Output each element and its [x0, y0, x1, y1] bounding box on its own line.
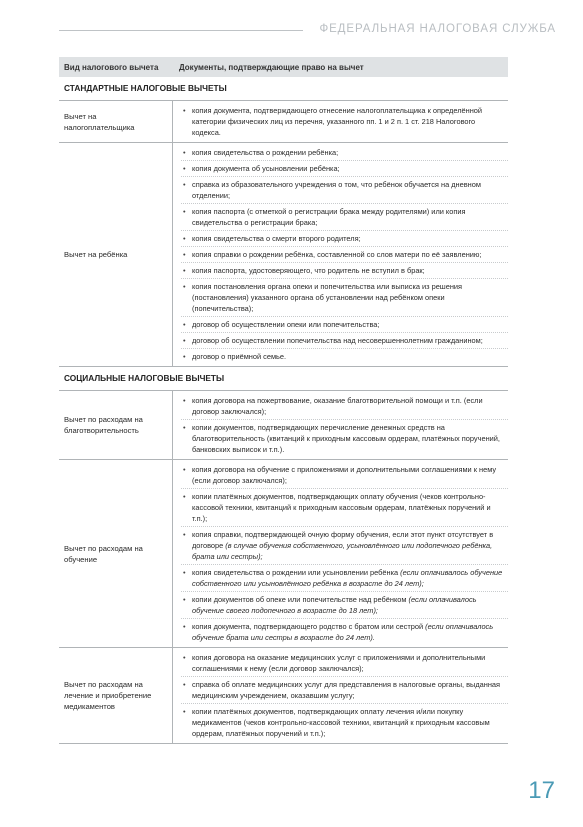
list-item — [181, 619, 508, 645]
list-item: • копия паспорта (с отметкой о регистрации брака между родителями) или копия свидетельства о регистрации брака; — [181, 204, 508, 231]
table-row — [59, 648, 508, 744]
item-text: копия документа, подтверждающего родство с братом или сестрой — [192, 622, 426, 631]
table-row — [59, 391, 508, 460]
table-row — [59, 101, 508, 143]
item-text: копии платёжных документов, подтверждающих оплату обучения (чеков контрольно-кассовой техники, квитанций к приходным кассовым ордерам, платёжных поручений и т.п.); — [192, 492, 491, 523]
item-text: копия договора на обучение с приложениями и дополнительными соглашениями к нему (если договор заключался); — [192, 465, 497, 485]
documents-cell — [173, 648, 508, 743]
deductions-table — [59, 57, 508, 744]
table-row — [59, 460, 508, 648]
table-header — [59, 57, 508, 77]
list-item — [181, 565, 508, 592]
item-note: (в случае обучения собственного, усыновлённого или подопечного ребёнка, брата или сестры); — [192, 541, 493, 561]
list-item: • копия свидетельства о рождении ребёнка; — [181, 145, 508, 161]
deduction-type-cell: Вычет на налогоплательщика — [59, 101, 173, 142]
list-item: • копия документа об усыновлении ребёнка; — [181, 161, 508, 177]
section-title-standard: СТАНДАРТНЫЕ НАЛОГОВЫЕ ВЫЧЕТЫ — [59, 77, 508, 101]
list-item: • договор об осуществлении попечительства над несовершеннолетним гражданином; — [181, 333, 508, 349]
list-item: • копия договора на пожертвование, оказание благотворительной помощи и т.п. (если договор заключался); — [181, 393, 508, 420]
list-item: • копия свидетельства о смерти второго родителя; — [181, 231, 508, 247]
item-text: копия справки, подтверждающей очную форму обучения, если этот пункт отсутствует в договоре — [192, 530, 494, 550]
list-item: • договор об осуществлении опеки или попечительства; — [181, 317, 508, 333]
list-item: • копии документов, подтверждающих перечисление денежных средств на благотворительность (квитанций к приходным кассовым ордерам, платёжных поручений, банковских выписок и т.п.). — [181, 420, 508, 457]
page-number: 17 — [528, 777, 555, 804]
list-item: • копии платёжных документов, подтверждающих оплату лечения и/или покупку медикаментов (чеков контрольно-кассовой техники, квитанций к приходным кассовым ордерам, платёжных поручений и т.п.); — [181, 704, 508, 741]
item-note: (если оплачивалось обучение брата или сестры в возрасте до 24 лет). — [192, 622, 494, 642]
header-rule — [59, 30, 303, 31]
item-note: (если оплачивалось обучение собственного или усыновлённого ребёнка в возрасте до 24 лет); — [192, 568, 503, 588]
header-title: ФЕДЕРАЛЬНАЯ НАЛОГОВАЯ СЛУЖБА — [319, 23, 556, 35]
section-title-social: СОЦИАЛЬНЫЕ НАЛОГОВЫЕ ВЫЧЕТЫ — [59, 367, 508, 391]
item-text: копия свидетельства о рождении или усыновлении ребёнка — [192, 568, 401, 577]
list-item: • копия документа, подтверждающего отнесение налогоплательщика к определённой категории физических лиц из перечня, указанного пп. 1 и 2 п. 1 ст. 218 Налогового кодекса. — [181, 103, 508, 140]
list-item: • копия постановления органа опеки и попечительства или выписка из решения (постановления) указанного органа об установлении над ребёнком опеки (попечительства); — [181, 279, 508, 317]
column-header-documents: Документы, подтверждающие право на вычет — [179, 62, 364, 72]
list-item: • договор о приёмной семье. — [181, 349, 508, 364]
list-item — [181, 462, 508, 489]
deduction-type-cell: Вычет по расходам на обучение — [59, 460, 173, 647]
list-item: • копия договора на оказание медицинских услуг с приложениями и дополнительными соглашениями к нему (если договор заключался); — [181, 650, 508, 677]
documents-cell — [173, 143, 508, 366]
list-item: • справка об оплате медицинских услуг для представления в налоговые органы, выданная медицинским учреждением, оказавшим услугу; — [181, 677, 508, 704]
table-row — [59, 143, 508, 367]
documents-cell — [173, 101, 508, 142]
list-item: • копия справки о рождении ребёнка, составленной со слов матери по её заявлению; — [181, 247, 508, 263]
list-item — [181, 527, 508, 565]
list-item: • справка из образовательного учреждения о том, что ребёнок обучается на дневном отделении; — [181, 177, 508, 204]
list-item: • копия паспорта, удостоверяющего, что родитель не вступил в брак; — [181, 263, 508, 279]
list-item — [181, 592, 508, 619]
item-text: копии документов об опеке или попечительстве над ребёнком — [192, 595, 409, 604]
column-header-deduction-type: Вид налогового вычета — [64, 62, 159, 72]
list-item — [181, 489, 508, 527]
documents-cell — [173, 460, 508, 647]
item-note: (если оплачивалось обучение своего подопечного в возрасте до 18 лет); — [192, 595, 477, 615]
deduction-type-cell: Вычет по расходам на благотворительность — [59, 391, 173, 459]
deduction-type-cell: Вычет на ребёнка — [59, 143, 173, 366]
deduction-type-cell: Вычет по расходам на лечение и приобретение медикаментов — [59, 648, 173, 743]
documents-cell — [173, 391, 508, 459]
